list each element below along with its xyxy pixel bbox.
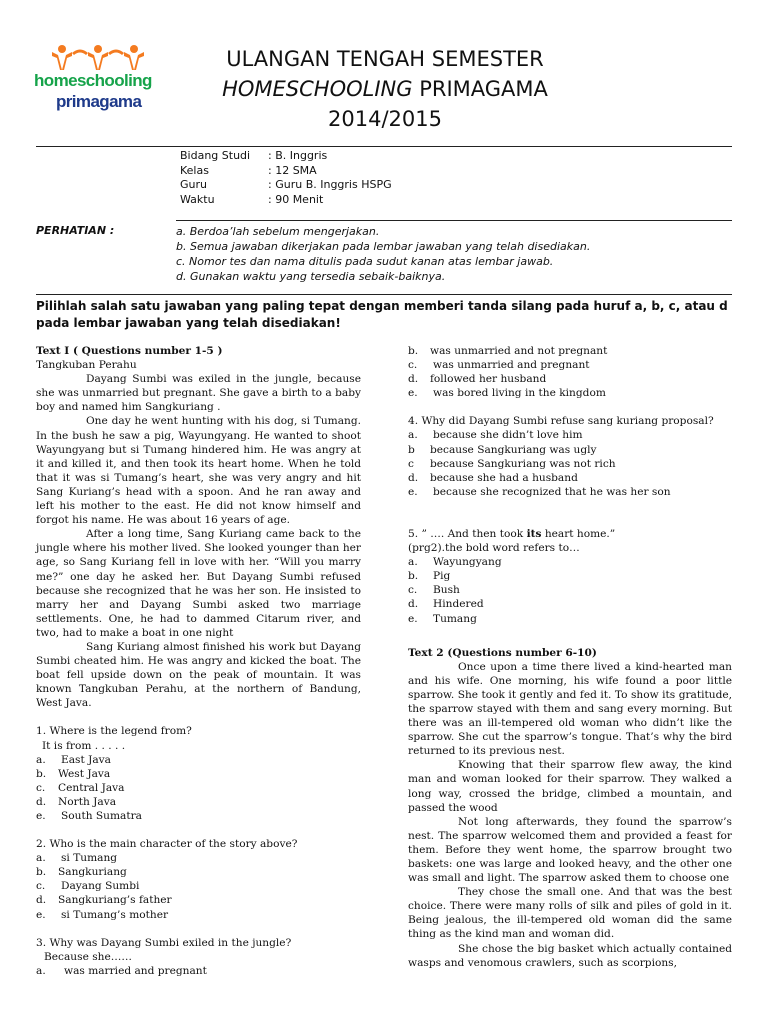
- text2-paragraph: She chose the big basket which actually contained wasps and venomous crawlers, such as scorpions,: [408, 942, 732, 969]
- q2-option: [36, 908, 361, 922]
- option-text: si Tumang: [61, 852, 118, 865]
- text2-paragraph: Knowing that their sparrow flew away, the kind man and woman looked for their sparrow. They walked a long way, crossed the bridge, climbed a mountain, and passed the wood: [408, 759, 732, 814]
- option-text: because she had a husband: [430, 471, 578, 484]
- option-text: was married and pregnant: [64, 964, 207, 977]
- spacer: [408, 626, 732, 646]
- option-text: Dayang Sumbi: [61, 880, 140, 893]
- option-text: Sangkuriang’s father: [58, 894, 172, 907]
- option-letter: a.: [408, 429, 418, 442]
- q1-option: [36, 809, 361, 823]
- option-text: North Java: [58, 795, 117, 808]
- info-value: : 90 Menit: [268, 192, 324, 206]
- info-label: Bidang Studi: [180, 149, 251, 162]
- option-text: because Sangkuriang was not rich: [430, 457, 616, 470]
- option-text: Tumang: [433, 612, 477, 625]
- exam-info: [180, 149, 392, 207]
- option-letter: a.: [408, 556, 418, 569]
- option-letter: c.: [36, 880, 46, 893]
- q5-option: [408, 583, 732, 597]
- title-line-2: [180, 74, 590, 104]
- text1-heading: Text I ( Questions number 1-5 ): [36, 345, 223, 357]
- q2-option: [36, 851, 361, 865]
- text2-paragraph: They chose the small one. And that was the best choice. There were many rolls of silk and piles of gold in it. Being jealous, the ill-tempered old woman did the same thing as the kind man and woman did.: [408, 886, 732, 941]
- info-value: : Guru B. Inggris HSPG: [268, 178, 392, 191]
- info-row: [180, 178, 392, 193]
- header-divider: [36, 146, 732, 147]
- q3-stem: Because she……: [44, 950, 132, 963]
- q5-option: [408, 569, 732, 583]
- q3-option: [408, 358, 732, 372]
- option-text: East Java: [61, 753, 111, 766]
- text1-paragraph: After a long time, Sang Kuriang came back to the jungle where his mother lived. She looked younger than her age, so Sang Kuriang fell in love with her. “Will you marry me?” one day he asked her. But Dayang Sumbi refused because she recognized that he was her son. He insisted to marry her and Dayang Sumbi asked two marriage settlements. One, he had to dammed Citarum river, and two, had to make a boat in one night: [36, 528, 361, 639]
- q3-question: 3. Why was Dayang Sumbi exiled in the jungle?: [36, 936, 292, 949]
- q1-question: 1. Where is the legend from?: [36, 725, 192, 738]
- option-letter: a.: [36, 964, 46, 977]
- option-text: followed her husband: [430, 373, 547, 386]
- option-text: Hindered: [433, 598, 484, 611]
- info-value: : B. Inggris: [268, 149, 328, 162]
- left-column: [36, 344, 361, 978]
- q3-option: [36, 964, 361, 978]
- option-letter: b: [408, 443, 415, 456]
- option-letter: a.: [36, 852, 46, 865]
- info-label: Waktu: [180, 192, 215, 206]
- text1-paragraph: One day he went hunting with his dog, si Tumang. In the bush he saw a pig, Wayungyang. He wanted to shoot Wayungyang but si Tumang hindered him. He was angry at it and killed it, and then took its heart home. When he told that it was si Tumang’s heart, she was very angry and hit Sang Kuriang’s head with a spoon. And he ran away and left his mother to the east. He did not know himself and forgot his name. He was about 16 years of age.: [36, 415, 361, 527]
- perhatian-item: d. Gunakan waktu yang tersedia sebaik-baiknya.: [176, 270, 446, 283]
- q1-stem: It is from . . . . .: [42, 739, 126, 752]
- q4-question: 4. Why did Dayang Sumbi refuse sang kuriang proposal?: [408, 415, 714, 428]
- people-figures-icon: [52, 44, 144, 72]
- text1-paragraph: Sang Kuriang almost finished his work but Dayang Sumbi cheated him. He was angry and kicked the boat. The boat fell upside down on the peak of mountain. It was known Tangkuban Perahu, at the northern of Bandung, West Java.: [36, 640, 361, 710]
- q3-option: [408, 344, 732, 358]
- option-letter: d.: [36, 894, 47, 907]
- option-letter: e.: [36, 810, 46, 822]
- option-text: Central Java: [58, 781, 125, 794]
- logo-text-homeschooling: homeschooling: [34, 71, 152, 90]
- spacer: [408, 499, 732, 527]
- option-letter: c.: [36, 781, 46, 794]
- instruction-text: Pilihlah salah satu jawaban yang paling tepat dengan memberi tanda silang pada huruf a, b, c, atau d pada lembar jawaban yang telah disediakan!: [36, 299, 728, 330]
- text2-heading: Text 2 (Questions number 6-10): [408, 646, 597, 659]
- perhatian-list: [176, 224, 590, 284]
- q4-option: [408, 485, 732, 499]
- perhatian-item: c. Nomor tes dan nama ditulis pada sudut kanan atas lembar jawab.: [176, 255, 554, 268]
- q2-option: [36, 893, 361, 907]
- option-letter: b.: [36, 866, 47, 879]
- option-text: was unmarried and pregnant: [433, 359, 590, 372]
- option-text: Sangkuriang: [58, 866, 127, 879]
- option-letter: e.: [408, 387, 418, 400]
- option-text: because she didn’t love him: [433, 429, 583, 442]
- text2-paragraph: Once upon a time there lived a kind-hearted man and his wife. One morning, his wife found a poor little sparrow. She took it gently and fed it. To show its gratitude, the sparrow stayed with them and sang every morning. But there was an ill-tempered old woman who didn’t like the sparrow. She cut the sparrow’s tongue. That’s why the bird returned to its previous nest.: [408, 660, 732, 758]
- option-text: Bush: [433, 584, 460, 597]
- option-letter: e.: [408, 485, 418, 498]
- q1-option: [36, 753, 361, 767]
- title-italic-part: HOMESCHOOLING: [222, 77, 413, 101]
- info-label: Kelas: [180, 163, 209, 177]
- q5-bold-word: its: [526, 527, 542, 540]
- q5-stem: (prg2).the bold word refers to…: [408, 542, 580, 555]
- instruction-divider: [36, 294, 732, 295]
- info-label: Guru: [180, 178, 207, 191]
- info-value: : 12 SMA: [268, 163, 317, 177]
- q1-option: [36, 781, 361, 795]
- option-letter: d.: [36, 795, 47, 808]
- info-row: [180, 149, 392, 164]
- school-logo: [34, 44, 162, 124]
- spacer: [36, 922, 361, 936]
- q2-option: [36, 865, 361, 879]
- q5-question: [408, 527, 732, 541]
- option-letter: c.: [408, 584, 418, 597]
- option-text: si Tumang’s mother: [61, 908, 169, 921]
- q5-option: [408, 597, 732, 611]
- option-letter: d.: [408, 598, 419, 611]
- option-text: South Sumatra: [61, 810, 142, 822]
- option-text: Pig: [433, 570, 451, 583]
- title-line-3: 2014/2015: [328, 107, 442, 131]
- option-letter: c: [408, 457, 414, 470]
- option-letter: b.: [408, 345, 419, 357]
- spacer: [36, 710, 361, 724]
- option-letter: a.: [36, 753, 46, 766]
- q4-option: [408, 457, 732, 471]
- q5-question-start: 5. ” …. And then took: [408, 527, 527, 540]
- text1-title: Tangkuban Perahu: [36, 359, 137, 372]
- exam-title: [180, 44, 590, 134]
- q3-option: [408, 386, 732, 400]
- spacer: [36, 823, 361, 837]
- perhatian-item: a. Berdoa’lah sebelum mengerjakan.: [176, 225, 380, 238]
- option-letter: d.: [408, 471, 419, 484]
- spacer: [408, 400, 732, 414]
- q4-option: [408, 443, 732, 457]
- q3-option: [408, 372, 732, 386]
- info-divider: [176, 220, 732, 221]
- q4-option: [408, 471, 732, 485]
- q5-option: [408, 555, 732, 569]
- option-letter: b.: [408, 570, 419, 583]
- option-letter: c.: [408, 359, 418, 372]
- text2-paragraph: Not long afterwards, they found the sparrow’s nest. The sparrow welcomed them and provided a feast for them. Before they went home, the sparrow brought two baskets: one was large and looked heavy, and the other one was small and light. The sparrow asked them to choose one: [408, 815, 732, 885]
- q2-question: 2. Who is the main character of the story above?: [36, 838, 298, 851]
- title-line-1: ULANGAN TENGAH SEMESTER: [226, 47, 544, 71]
- text1-paragraph: Dayang Sumbi was exiled in the jungle, because she was unmarried but pregnant. She gave a birth to a baby boy and named him Sangkuriang .: [36, 373, 361, 414]
- logo-text-primagama: primagama: [56, 92, 142, 111]
- option-text: was bored living in the kingdom: [433, 387, 606, 400]
- q1-option: [36, 795, 361, 809]
- q1-option: [36, 767, 361, 781]
- option-letter: d.: [408, 373, 419, 386]
- perhatian-item: b. Semua jawaban dikerjakan pada lembar jawaban yang telah disediakan.: [176, 240, 591, 253]
- q4-option: [408, 428, 732, 442]
- option-letter: b.: [36, 767, 47, 780]
- title-rest-part: PRIMAGAMA: [412, 77, 548, 101]
- info-row: [180, 164, 392, 179]
- option-text: Wayungyang: [433, 556, 502, 569]
- option-letter: e.: [36, 908, 46, 921]
- q5-question-end: heart home.”: [541, 527, 616, 540]
- option-text: because Sangkuriang was ugly: [430, 443, 597, 456]
- option-text: was unmarried and not pregnant: [430, 345, 608, 357]
- option-letter: e.: [408, 612, 418, 625]
- right-column: [408, 344, 732, 970]
- perhatian-label: PERHATIAN :: [36, 224, 115, 237]
- option-text: West Java: [58, 767, 111, 780]
- q5-option: [408, 612, 732, 626]
- option-text: because she recognized that he was her son: [433, 485, 671, 498]
- info-row: [180, 193, 392, 208]
- q2-option: [36, 879, 361, 893]
